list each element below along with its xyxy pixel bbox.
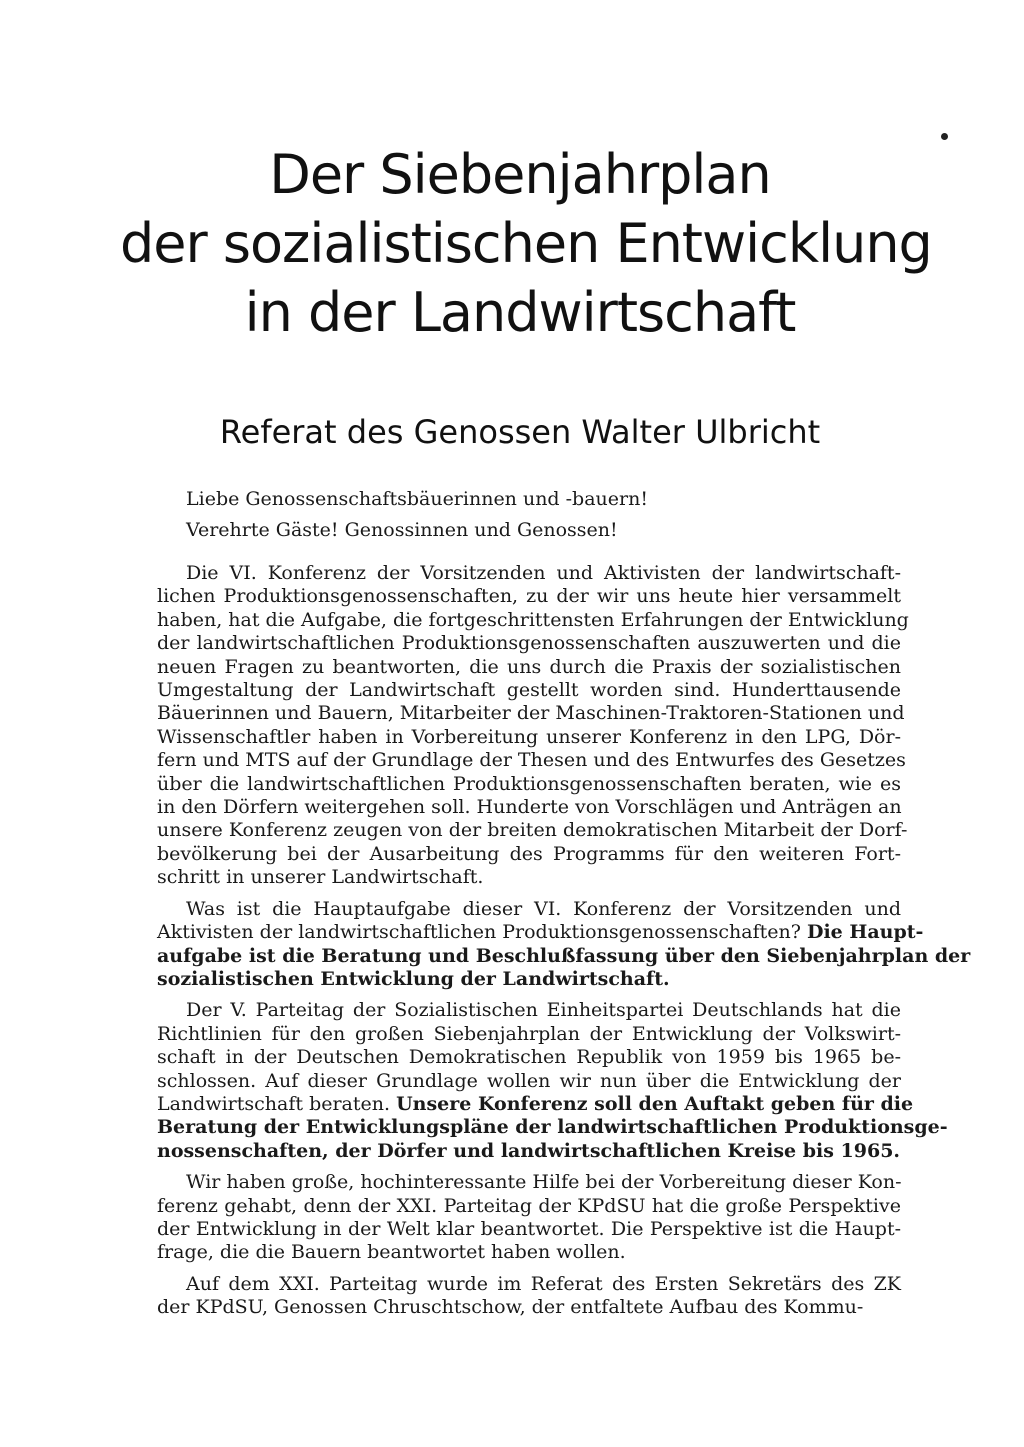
paragraph-line: schritt in unserer Landwirtschaft. — [157, 866, 484, 889]
paragraph-line: schaft in der Deutschen Demokratischen Republik von 1959 bis 1965 be- — [157, 1046, 901, 1069]
page-title — [120, 140, 932, 347]
paragraph-line: haben, hat die Aufgabe, die fortgeschrittensten Erfahrungen der Entwicklung — [157, 608, 909, 631]
paragraph-line: schlossen. Auf dieser Grundlage wollen wir nun über die Entwicklung der — [157, 1069, 901, 1092]
paragraph-line: in den Dörfern weitergehen soll. Hunderte von Vorschlägen und Anträgen an — [157, 796, 902, 819]
emphasis-text: sozialistischen Entwicklung der Landwirtschaft. — [157, 967, 670, 990]
paragraph — [157, 1171, 901, 1265]
greeting — [186, 484, 906, 546]
paragraph-line: bevölkerung bei der Ausarbeitung des Programms für den weiteren Fort- — [157, 842, 901, 865]
emphasis-text: aufgabe ist die Beratung und Beschlußfassung über den Siebenjahrplan der — [157, 944, 971, 967]
emphasis-text: Beratung der Entwicklungspläne der landwirtschaftlichen Produktionsge- — [157, 1116, 948, 1139]
speech-subtitle: Referat des Genossen Walter Ulbricht — [219, 413, 821, 451]
paragraph-line: Auf dem XXI. Parteitag wurde im Referat des Ersten Sekretärs des ZK — [186, 1272, 901, 1295]
greeting-line: Liebe Genossenschaftsbäuerinnen und -bauern! — [186, 488, 648, 510]
paragraph-line: Umgestaltung der Landwirtschaft gestellt worden sind. Hunderttausende — [157, 679, 901, 702]
body-text — [157, 562, 971, 1328]
paragraph-line: frage, die die Bauern beantwortet haben wollen. — [157, 1241, 626, 1264]
title-line: Der Siebenjahrplan — [269, 143, 771, 206]
paragraph-line: Der V. Parteitag der Sozialistischen Einheitspartei Deutschlands hat die — [186, 999, 901, 1022]
paragraph-line: lichen Produktionsgenossenschaften, zu der wir uns heute hier versammelt — [157, 585, 901, 608]
title-line: in der Landwirtschaft — [244, 281, 796, 344]
paragraph-line: Wissenschaftler haben in Vorbereitung unserer Konferenz in den LPG, Dör- — [157, 725, 901, 748]
paragraph — [157, 897, 971, 992]
paragraph-line: unsere Konferenz zeugen von der breiten demokratischen Mitarbeit der Dorf- — [157, 819, 908, 842]
paragraph-line: Landwirtschaft beraten. Unsere Konferenz soll den Auftakt geben für die — [157, 1092, 914, 1115]
paragraph-line: ferenz gehabt, denn der XXI. Parteitag der KPdSU hat die große Perspektive — [157, 1194, 901, 1217]
paragraph-line: der Entwicklung in der Welt klar beantwortet. Die Perspektive ist die Haupt- — [157, 1217, 901, 1240]
greeting-line: Verehrte Gäste! Genossinnen und Genossen! — [186, 519, 618, 541]
ink-speck — [941, 133, 948, 140]
paragraph-line: Bäuerinnen und Bauern, Mitarbeiter der Maschinen-Traktoren-Stationen und — [157, 702, 905, 725]
paragraph-line: Wir haben große, hochinteressante Hilfe bei der Vorbereitung dieser Kon- — [186, 1171, 902, 1194]
paragraph-line: Was ist die Hauptaufgabe dieser VI. Konferenz der Vorsitzenden und — [186, 897, 901, 920]
paragraph-line: über die landwirtschaftlichen Produktionsgenossenschaften beraten, wie es — [157, 772, 901, 795]
paragraph-line — [157, 1140, 901, 1163]
paragraph-line: der landwirtschaftlichen Produktionsgenossenschaften auszuwerten und die — [157, 632, 901, 655]
emphasis-text: Die Haupt- — [806, 921, 924, 944]
paragraph-line — [157, 944, 971, 968]
paragraph-line: der KPdSU, Genossen Chruschtschow, der entfaltete Aufbau des Kommu- — [157, 1296, 864, 1319]
paragraph-line: Richtlinien für den großen Siebenjahrplan der Entwicklung der Volkswirt- — [157, 1022, 901, 1045]
paragraph — [157, 1273, 901, 1320]
paragraph — [157, 562, 909, 890]
paragraph-line: Aktivisten der landwirtschaftlichen Produktionsgenossenschaften? Die Haupt- — [157, 921, 924, 944]
paragraph-line — [157, 1116, 948, 1139]
emphasis-text: nossenschaften, der Dörfer und landwirtschaftlichen Kreise bis 1965. — [157, 1139, 901, 1162]
emphasis-text: Unsere Konferenz soll den Auftakt geben für die — [396, 1092, 914, 1115]
paragraph-line: Die VI. Konferenz der Vorsitzenden und Aktivisten der landwirtschaft- — [186, 562, 901, 584]
paragraph-line — [157, 968, 901, 991]
paragraph-line: neuen Fragen zu beantworten, die uns durch die Praxis der sozialistischen — [157, 655, 901, 678]
title-line: der sozialistischen Entwicklung — [120, 212, 932, 275]
paragraph — [157, 999, 948, 1163]
paragraph-line: fern und MTS auf der Grundlage der Thesen und des Entwurfes des Gesetzes — [157, 749, 906, 772]
